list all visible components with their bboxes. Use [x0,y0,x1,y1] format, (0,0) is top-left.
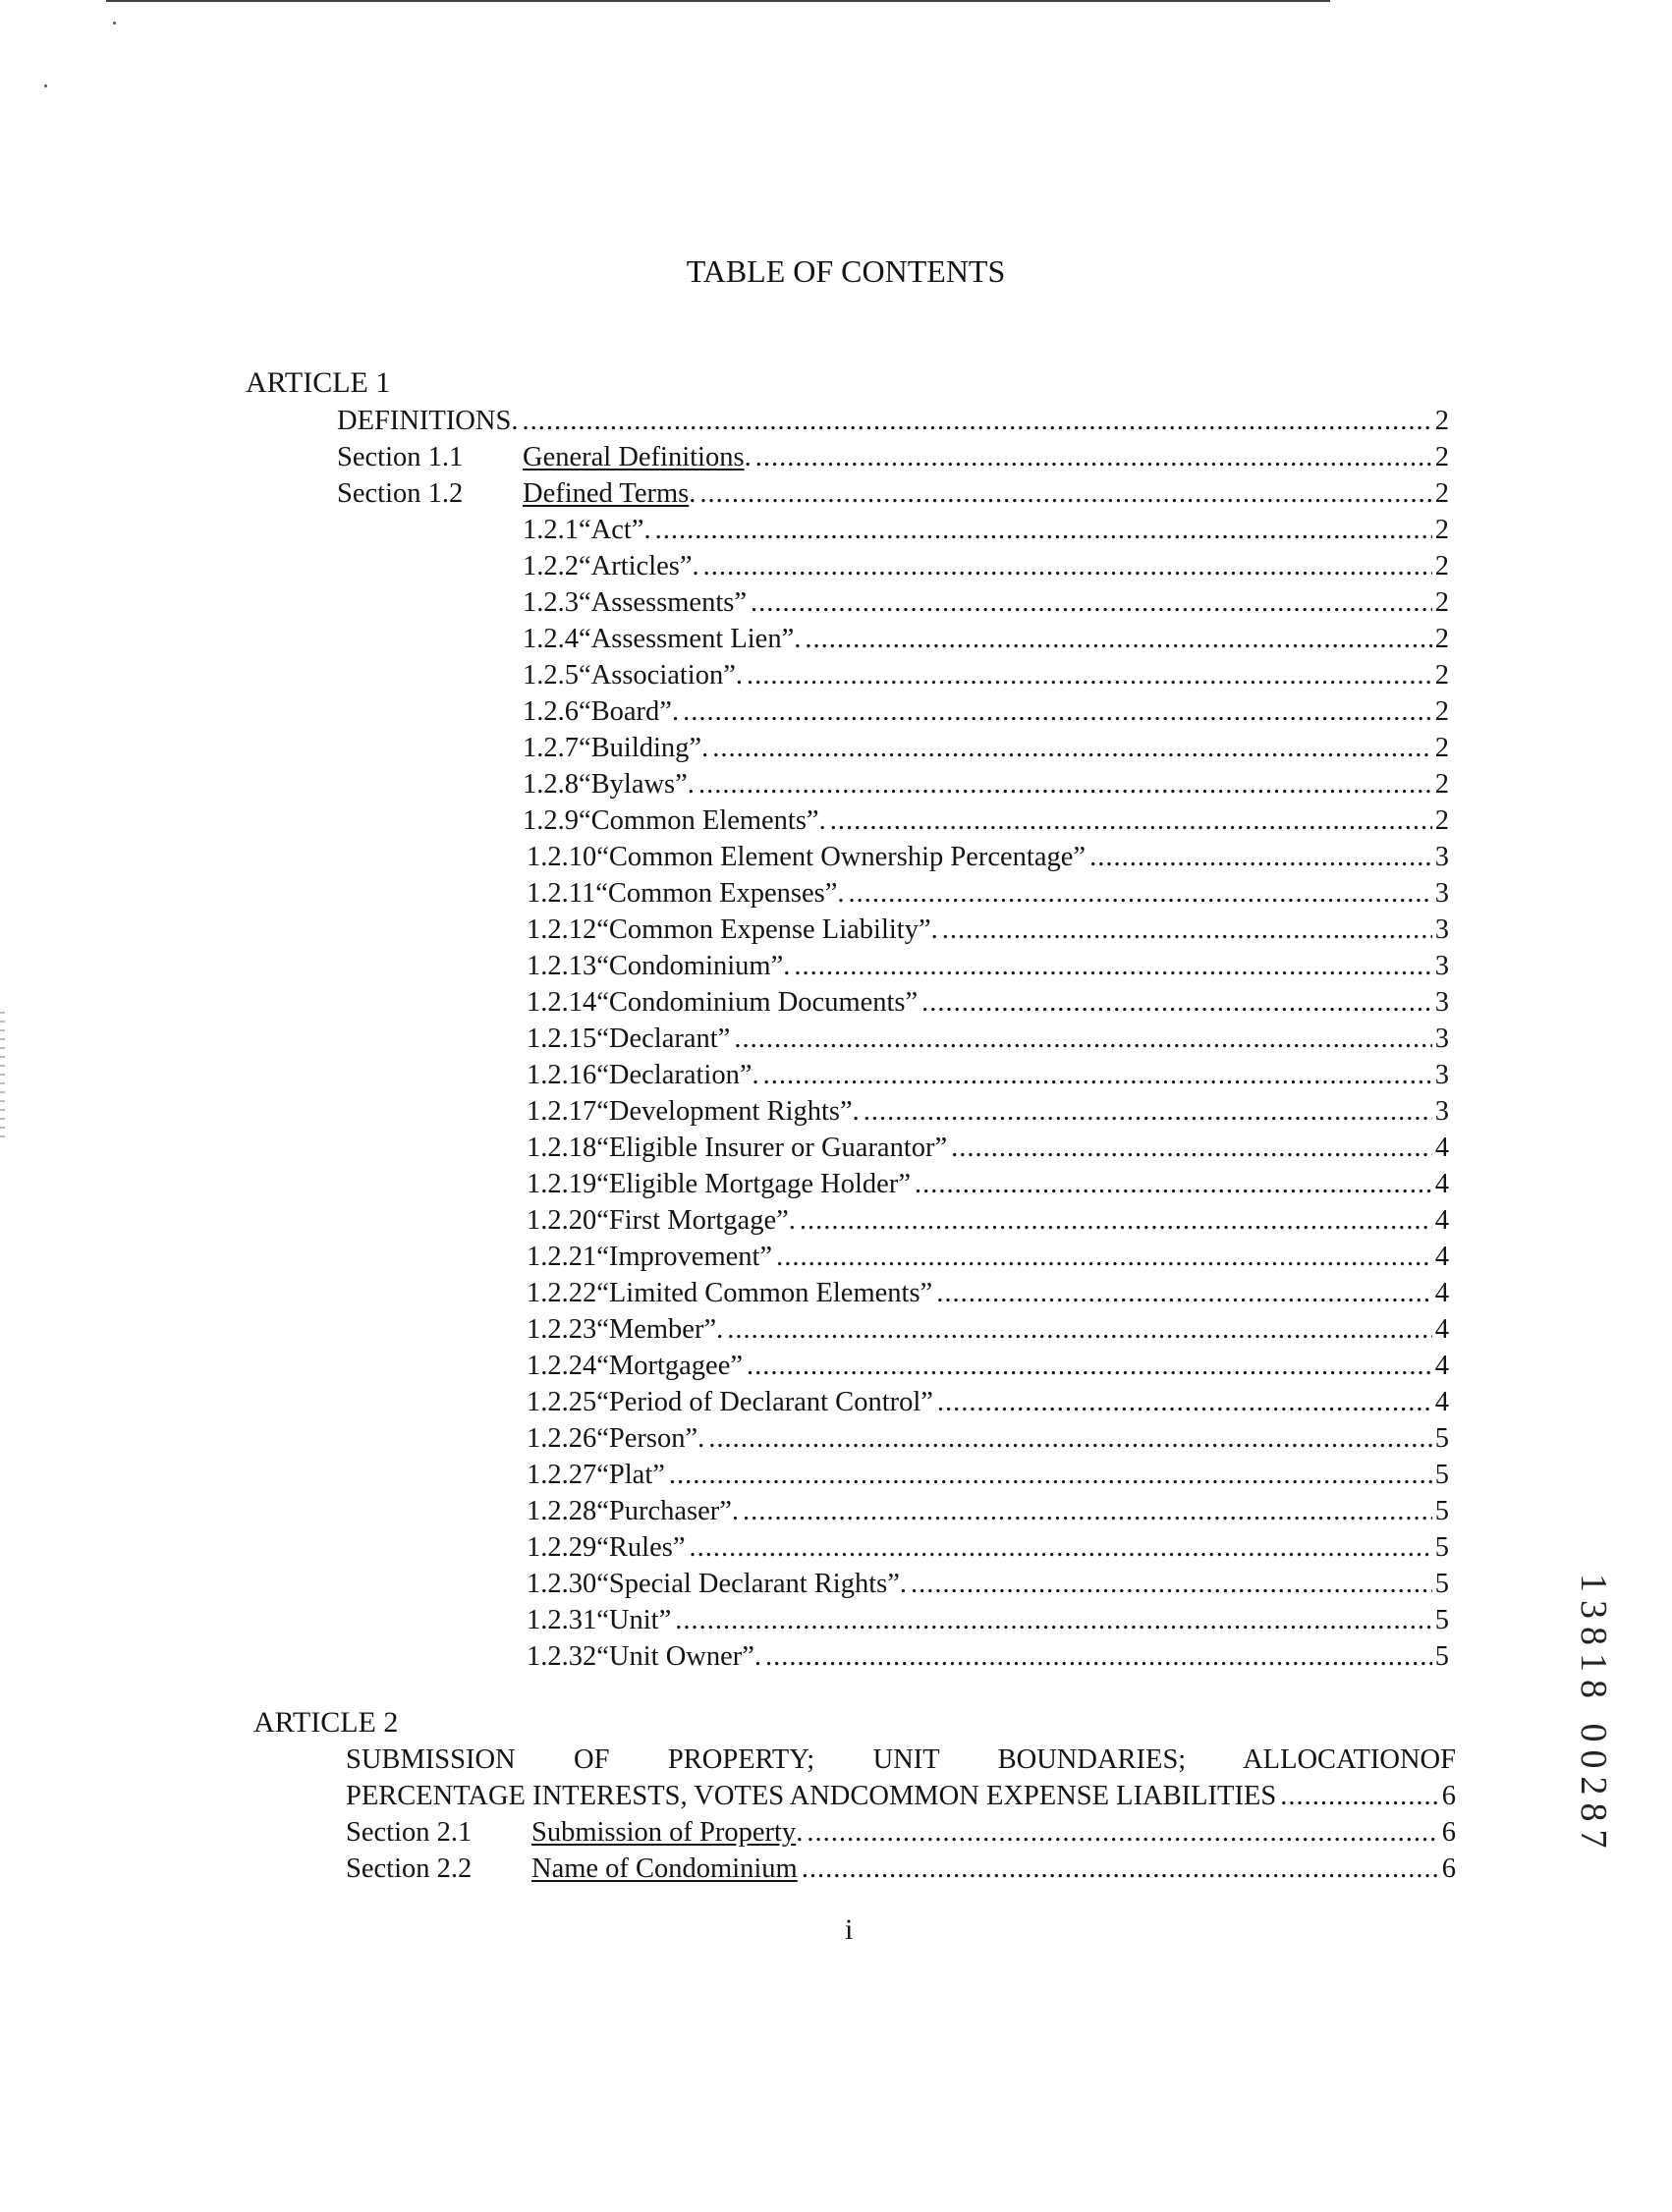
defined-term-entry [527,1566,1449,1602]
defined-term-entry [523,730,1449,766]
term-text: “Act”. [579,515,651,545]
defined-term-entry [527,1638,1449,1675]
leader-dots [703,548,1432,584]
section-title-link[interactable]: Submission of Property [531,1817,797,1848]
page-number: 3 [1434,842,1449,872]
article-2-heading-line-2-text: PERCENTAGE INTERESTS, VOTES ANDCOMMON EXPENSE LIABILITIES [346,1781,1277,1811]
page-number: 4 [1434,1351,1449,1381]
page-number: 5 [1434,1423,1449,1454]
term-text: “Association”. [579,660,743,691]
section-1-2-entry [337,475,1449,512]
defined-term-entry [527,1021,1449,1057]
term-number: 1.2.6 [523,696,579,727]
page-number: 3 [1434,987,1449,1018]
defined-term-entry [527,984,1449,1021]
term-number: 1.2.31 [527,1605,597,1635]
leader-dots [763,1057,1432,1093]
section-2-2-entry [346,1851,1456,1887]
term-text: “Declaration”. [596,1060,759,1090]
article-1-label: ARTICLE 1 [246,366,391,399]
defined-term-entry [527,1202,1449,1239]
term-text: “Rules” [596,1532,686,1563]
defined-term-entry [523,693,1449,730]
defined-term-entry [527,1057,1449,1093]
page-number: 2 [1434,551,1449,581]
leader-dots [689,1529,1431,1566]
article-2-heading-line-2 [346,1778,1456,1814]
term-text: “Assessments” [579,587,747,618]
section-label: Section 1.1 [337,442,464,472]
leader-dots [683,693,1432,730]
term-text: “Unit Owner”. [596,1641,762,1672]
page-number: 3 [1434,1060,1449,1090]
term-text: “Limited Common Elements” [596,1278,933,1308]
article-2-label: ARTICLE 2 [253,1706,399,1739]
leader-dots [951,1130,1432,1166]
page-number: 2 [1434,696,1449,727]
leader-dots [937,1384,1432,1420]
leader-dots [921,984,1432,1021]
page-number: 6 [1441,1853,1456,1884]
term-number: 1.2.26 [527,1423,597,1454]
section-title-suffix: . [744,442,752,472]
defined-term-entry [527,1457,1449,1493]
page-number: 3 [1434,1023,1449,1054]
term-text: “Member”. [596,1314,724,1345]
leader-dots [911,1566,1432,1602]
leader-dots [712,730,1432,766]
term-number: 1.2.13 [527,951,597,981]
leader-dots [915,1166,1432,1202]
defined-term-entry [527,1275,1449,1311]
defined-term-entry [527,948,1449,984]
page-number: 3 [1434,878,1449,909]
page-number: 4 [1434,1169,1449,1199]
term-number: 1.2.16 [527,1060,597,1090]
defined-term-entry [527,1166,1449,1202]
term-number: 1.2.18 [527,1133,597,1163]
page-number: 4 [1434,1387,1449,1417]
section-title-link[interactable]: Defined Terms [523,478,690,509]
page-number: 5 [1434,1532,1449,1563]
article-2-heading [346,1742,1456,1814]
article-1-heading-text: DEFINITIONS. [337,406,519,436]
leader-dots [747,1348,1432,1384]
term-text: “Building”. [579,733,709,763]
term-number: 1.2.28 [527,1496,597,1526]
defined-term-entry [527,1529,1449,1566]
term-number: 1.2.32 [527,1641,597,1672]
page-number: 2 [1434,624,1449,654]
term-number: 1.2.17 [527,1096,597,1127]
page-number: 5 [1434,1569,1449,1599]
defined-term-entry [523,512,1449,548]
article-2-heading-line-1: SUBMISSION OF PROPERTY; UNIT BOUNDARIES; ALLOCATIONOF [346,1744,1456,1775]
term-number: 1.2.1 [523,515,579,545]
leader-dots [734,1021,1431,1057]
defined-term-entry [523,548,1449,584]
term-text: “Common Elements”. [579,805,826,836]
term-number: 1.2.7 [523,733,579,763]
page-number: 4 [1434,1242,1449,1272]
section-title-link[interactable]: General Definitions [523,442,745,472]
page-number: 6 [1441,1781,1456,1811]
term-text: “Condominium Documents” [596,987,919,1018]
term-text: “First Mortgage”. [596,1205,796,1236]
leader-dots [708,1420,1431,1457]
term-number: 1.2.19 [527,1169,597,1199]
article-1-heading [337,403,1449,439]
defined-term-entry [527,1384,1449,1420]
page-number: 5 [1434,1460,1449,1490]
term-text: “Plat” [596,1460,665,1490]
section-title-suffix: . [796,1817,804,1848]
page-number: 4 [1434,1278,1449,1308]
page-number: 4 [1434,1205,1449,1236]
defined-term-entry [523,657,1449,693]
term-number: 1.2.22 [527,1278,597,1308]
leader-dots [727,1311,1432,1348]
defined-term-entry [523,584,1449,621]
term-number: 1.2.3 [523,587,579,618]
defined-term-entry [527,912,1449,948]
term-number: 1.2.11 [527,878,596,909]
term-text: “Mortgagee” [596,1351,743,1381]
leader-dots [698,766,1432,802]
term-number: 1.2.2 [523,551,579,581]
leader-dots [864,1093,1432,1130]
side-document-stamp: 13818 00287 [1573,1574,1614,1856]
defined-term-entry [527,1348,1449,1384]
leader-dots [802,1851,1439,1887]
page-number: 4 [1434,1133,1449,1163]
page-number: 3 [1434,951,1449,981]
page-number: 5 [1434,1605,1449,1635]
term-number: 1.2.9 [523,805,579,836]
defined-term-entry [527,1093,1449,1130]
term-text: “Period of Declarant Control” [596,1387,933,1417]
term-text: “Special Declarant Rights”. [596,1569,908,1599]
leader-dots [1280,1778,1439,1814]
term-number: 1.2.10 [527,842,597,872]
term-text: “Person”. [596,1423,705,1454]
leader-dots [805,621,1431,657]
section-label: Section 1.2 [337,478,464,509]
scan-speck [113,22,116,25]
page-number: 2 [1434,515,1449,545]
term-text: “Articles”. [579,551,699,581]
leader-dots [849,875,1432,912]
leader-dots [794,948,1431,984]
leader-dots [743,1493,1432,1529]
page-number: 3 [1434,1096,1449,1127]
leader-dots [522,403,1431,439]
term-text: “Condominium”. [596,951,791,981]
term-number: 1.2.20 [527,1205,597,1236]
page-number: 3 [1434,914,1449,945]
leader-dots [807,1814,1438,1851]
leader-dots [747,657,1432,693]
page-number: 5 [1434,1641,1449,1672]
section-title-suffix: . [689,478,697,509]
term-number: 1.2.24 [527,1351,597,1381]
defined-term-entry [523,621,1449,657]
leader-dots [675,1602,1432,1638]
defined-term-entry [527,1130,1449,1166]
term-number: 1.2.5 [523,660,579,691]
page-number: 2 [1434,660,1449,691]
leader-dots [755,439,1432,475]
term-text: “Assessment Lien”. [579,624,802,654]
section-2-1-entry [346,1814,1456,1851]
defined-term-entry [527,875,1449,912]
term-text: “Development Rights”. [596,1096,860,1127]
leader-dots [830,802,1432,839]
leader-dots [765,1638,1432,1675]
page-number: 2 [1434,805,1449,836]
page-number: 2 [1434,769,1449,800]
leader-dots [655,512,1432,548]
leader-dots [800,1202,1432,1239]
term-number: 1.2.30 [527,1569,597,1599]
term-text: “Improvement” [596,1242,773,1272]
term-text: “Unit” [596,1605,672,1635]
page-number: 2 [1434,478,1449,509]
term-text: “Board”. [579,696,680,727]
term-text: “Common Expenses”. [595,878,845,909]
term-text: “Declarant” [596,1023,731,1054]
term-number: 1.2.15 [527,1023,597,1054]
term-text: “Eligible Mortgage Holder” [596,1169,911,1199]
leader-dots [776,1239,1432,1275]
defined-term-entry [527,1239,1449,1275]
term-text: “Eligible Insurer or Guarantor” [596,1133,948,1163]
defined-term-entry [527,1420,1449,1457]
term-text: “Common Element Ownership Percentage” [596,842,1087,872]
term-text: “Purchaser”. [596,1496,740,1526]
footer-page-number: i [845,1913,854,1946]
defined-term-entry [527,1493,1449,1529]
term-number: 1.2.23 [527,1314,597,1345]
term-number: 1.2.4 [523,624,579,654]
section-label: Section 2.1 [346,1817,473,1848]
page-number: 2 [1434,733,1449,763]
term-number: 1.2.27 [527,1460,597,1490]
binding-holes [0,1012,5,1139]
term-number: 1.2.25 [527,1387,597,1417]
section-1-1-entry [337,439,1449,475]
term-number: 1.2.8 [523,769,579,800]
term-text: “Bylaws”. [579,769,695,800]
term-text: “Common Expense Liability”. [596,914,938,945]
page-number: 6 [1441,1817,1456,1848]
term-number: 1.2.14 [527,987,597,1018]
page-number: 2 [1434,442,1449,472]
leader-dots [699,475,1431,512]
leader-dots [942,912,1432,948]
defined-term-entry [527,839,1449,875]
page-title: TABLE OF CONTENTS [686,253,1006,289]
leader-dots [936,1275,1432,1311]
defined-term-entry [523,766,1449,802]
scan-speck [44,84,47,87]
section-title-link[interactable]: Name of Condominium [531,1853,798,1884]
page-number: 5 [1434,1496,1449,1526]
leader-dots [669,1457,1432,1493]
term-number: 1.2.29 [527,1532,597,1563]
defined-term-entry [527,1602,1449,1638]
term-number: 1.2.21 [527,1242,597,1272]
leader-dots [1089,839,1432,875]
section-label: Section 2.2 [346,1853,473,1884]
defined-term-entry [523,802,1449,839]
term-number: 1.2.12 [527,914,597,945]
leader-dots [751,584,1432,621]
page-number: 4 [1434,1314,1449,1345]
scan-top-border [106,0,1330,2]
page-number: 2 [1434,406,1449,436]
page-number: 2 [1434,587,1449,618]
defined-term-entry [527,1311,1449,1348]
